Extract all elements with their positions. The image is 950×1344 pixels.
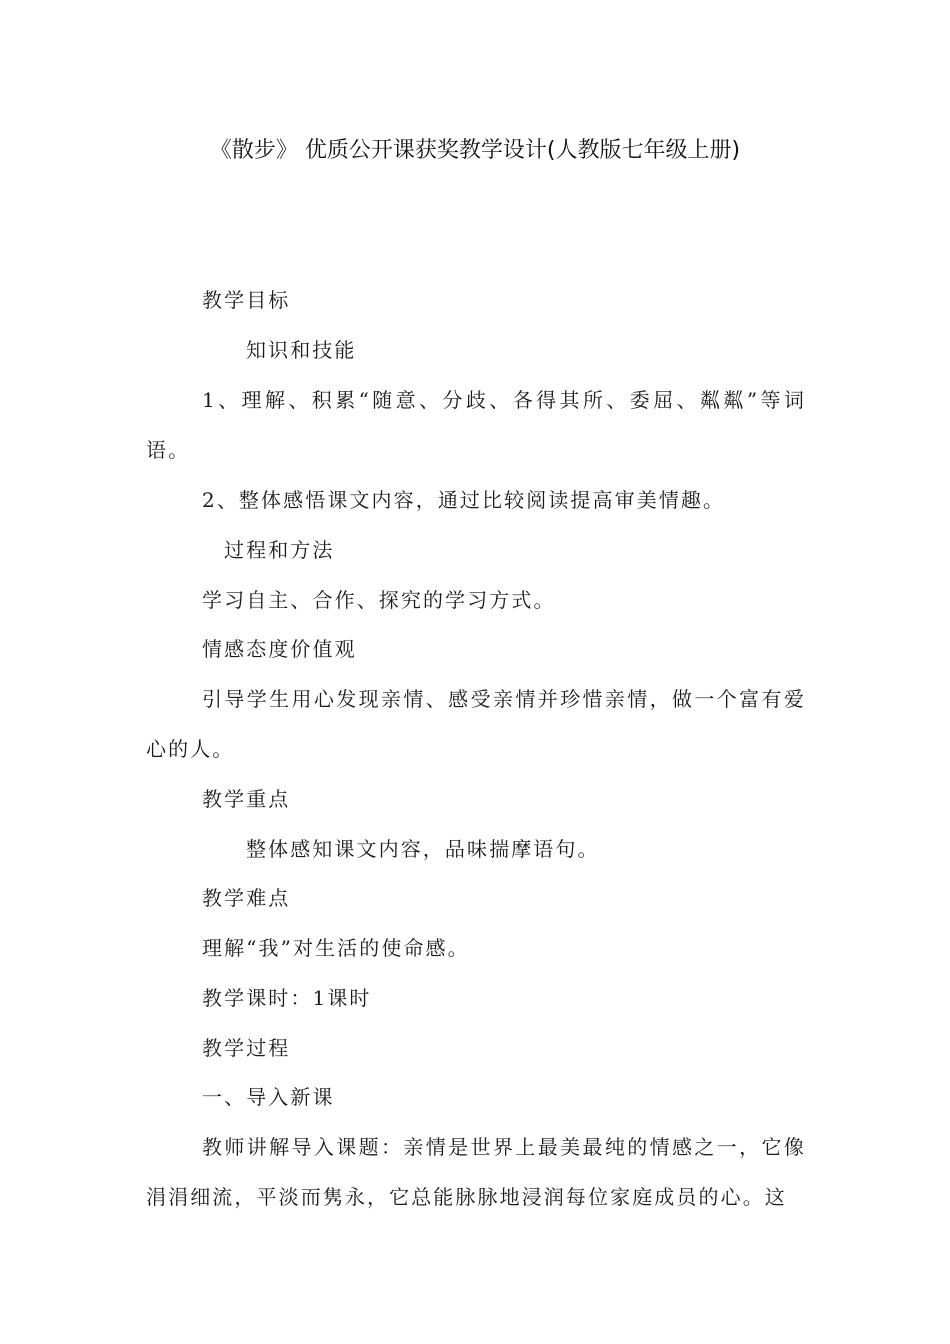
intro-paragraph: 教师讲解导入课题：亲情是世界上最美最纯的情感之一，它像涓涓细流，平淡而隽永，它总能脉脉地浸润每位家庭成员的心。这 [146, 1135, 806, 1209]
item1-paragraph: 1、理解、积累“随意、分歧、各得其所、委屈、粼粼”等词语。 [146, 388, 806, 462]
document-title: 《散步》 优质公开课获奖教学设计(人教版七年级上册) [209, 138, 741, 163]
section1-heading: 一、导入新课 [202, 1085, 335, 1109]
process-text: 学习自主、合作、探究的学习方式。 [202, 588, 556, 612]
difficulty-heading: 教学难点 [202, 886, 291, 910]
goals-heading: 教学目标 [202, 288, 291, 312]
knowledge-heading: 知识和技能 [246, 338, 357, 362]
process2-heading: 教学过程 [202, 1036, 291, 1060]
process-heading: 过程和方法 [224, 538, 335, 562]
emotion-heading: 情感态度价值观 [202, 637, 357, 661]
key-heading: 教学重点 [202, 787, 291, 811]
emotion-paragraph: 引导学生用心发现亲情、感受亲情并珍惜亲情，做一个富有爱心的人。 [146, 687, 806, 761]
difficulty-text: 理解“我”对生活的使命感。 [202, 936, 470, 960]
key-text: 整体感知课文内容，品味揣摩语句。 [246, 837, 600, 861]
class-hours: 教学课时：1课时 [202, 986, 372, 1010]
item2-paragraph: 2、整体感悟课文内容，通过比较阅读提高审美情趣。 [202, 488, 726, 512]
